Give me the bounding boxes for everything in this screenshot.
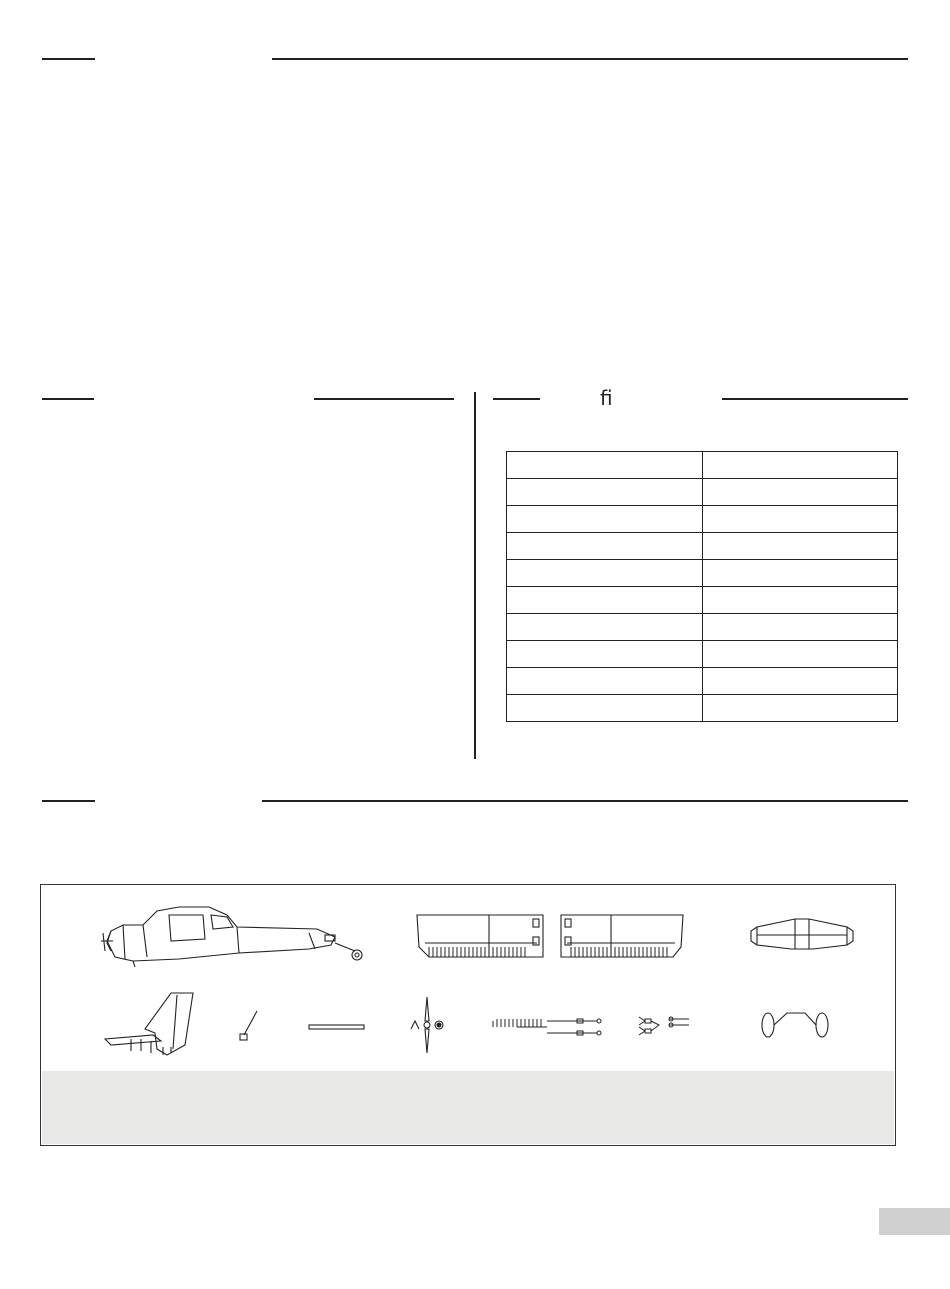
propeller-icon	[407, 993, 447, 1057]
rod-icon	[307, 1021, 367, 1033]
box-contents-header-rule-short	[42, 800, 95, 802]
table-row	[507, 587, 898, 614]
antenna-icon	[237, 1009, 261, 1043]
spec-header-rule-long	[722, 398, 908, 400]
landing-gear-icon	[759, 1005, 833, 1045]
column-divider	[474, 392, 476, 759]
intro-header-rule-short	[42, 58, 95, 60]
wing-icon	[411, 909, 691, 963]
table-row	[507, 452, 898, 479]
table-row	[507, 668, 898, 695]
spec-header-glyph: ﬁ	[600, 386, 613, 410]
table-row	[507, 560, 898, 587]
left-column-header-rule-short	[42, 398, 94, 400]
left-column-header-rule-long	[314, 398, 454, 400]
page-number-tab	[879, 1208, 950, 1235]
fuselage-icon	[99, 903, 371, 967]
intro-header-rule-long	[272, 58, 908, 60]
table-row	[507, 641, 898, 668]
linkage-icon	[489, 1013, 604, 1041]
box-contents-note	[42, 1071, 894, 1144]
table-row	[507, 695, 898, 722]
box-contents-header-rule-long	[262, 800, 908, 802]
table-row	[507, 614, 898, 641]
spec-header-rule-short	[493, 398, 540, 400]
cable-icon	[637, 1013, 693, 1039]
specifications-table	[506, 451, 898, 722]
table-row	[507, 479, 898, 506]
horizontal-stabilizer-icon	[747, 915, 857, 955]
vertical-fin-icon	[101, 989, 197, 1059]
table-row	[507, 533, 898, 560]
box-contents-panel	[40, 884, 896, 1146]
table-row	[507, 506, 898, 533]
